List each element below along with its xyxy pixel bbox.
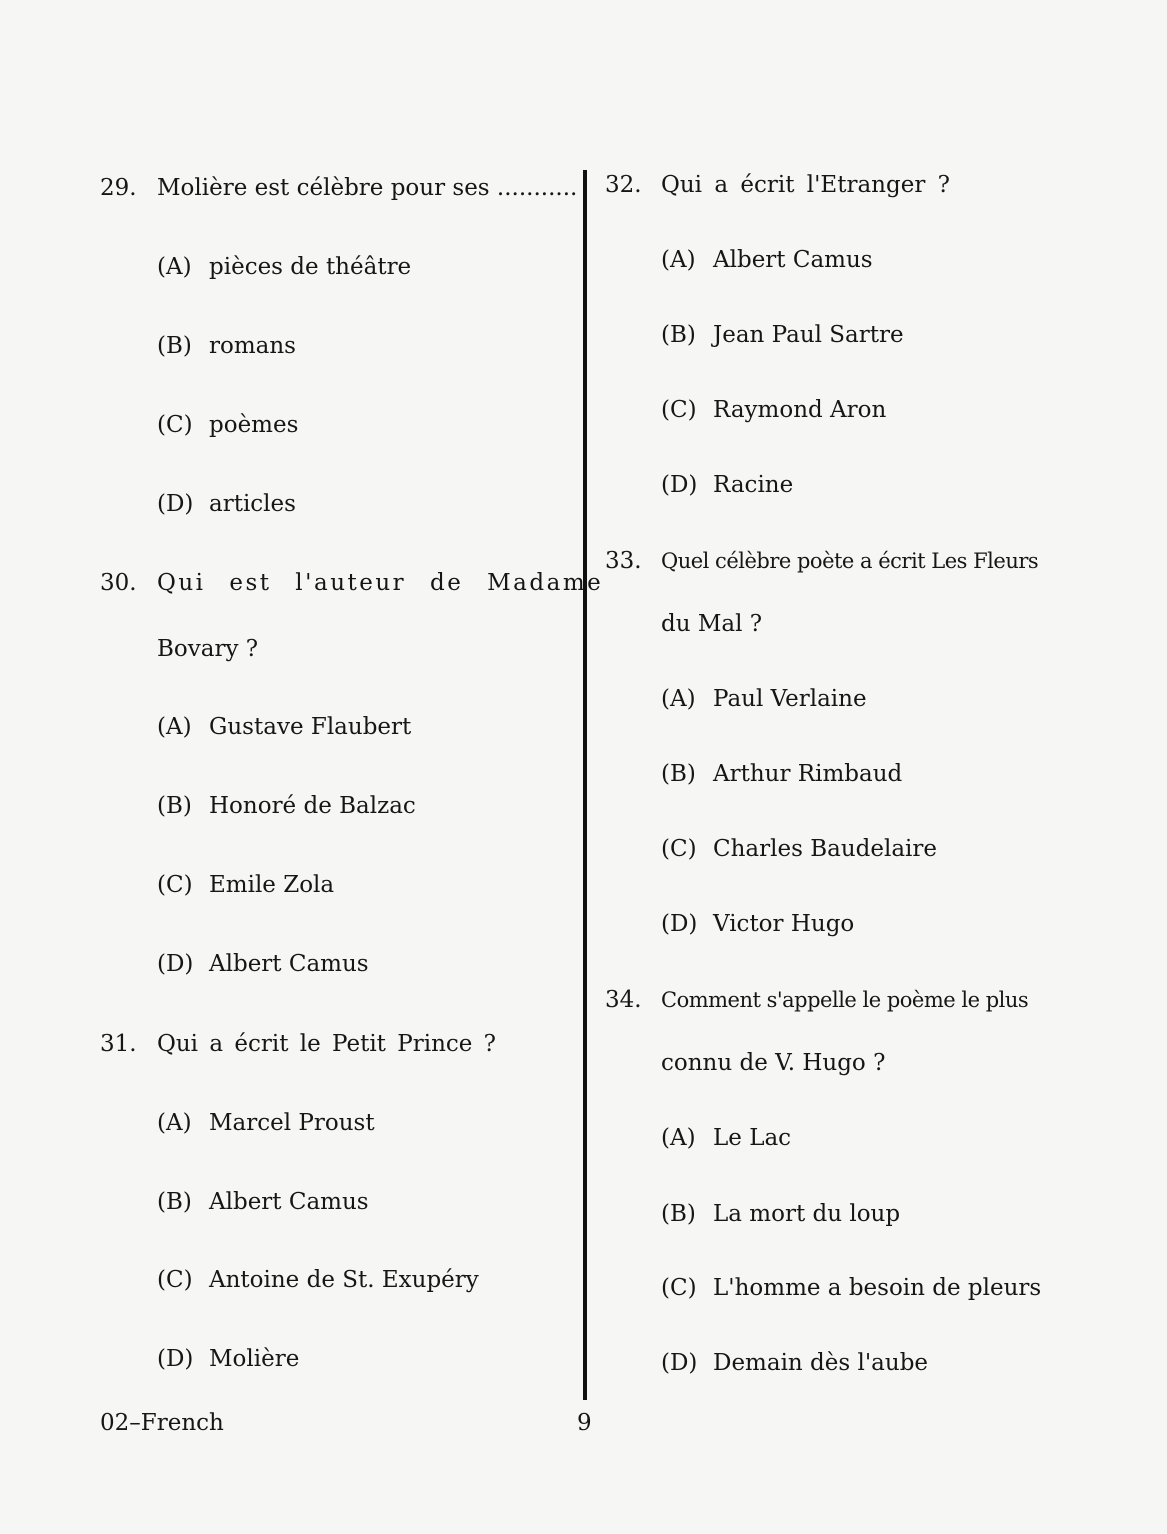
option-30-c [157,871,334,899]
option-letter: (B) [157,333,192,359]
question-number: 34. [605,987,642,1013]
question-34-line-2: connu de V. Hugo ? [661,1050,886,1076]
option-34-a [661,1124,791,1152]
option-32-a [661,246,873,274]
question-30-line-2: Bovary ? [157,636,259,662]
question-number: 29. [100,175,137,201]
option-letter: (C) [661,1275,697,1301]
option-letter: (C) [661,836,697,862]
option-letter: (C) [157,872,193,898]
option-33-b [661,760,902,788]
option-letter: (D) [157,951,194,977]
option-text: Antoine de St. Exupéry [209,1267,479,1293]
option-text: Marcel Proust [209,1110,375,1136]
option-31-a [157,1109,375,1137]
option-text: Albert Camus [209,1189,369,1215]
question-text: Qui est l'auteur de Madame [157,570,604,596]
option-letter: (A) [157,254,192,280]
option-text: Jean Paul Sartre [713,322,904,348]
option-letter: (B) [157,793,192,819]
option-33-a [661,685,867,713]
option-letter: (A) [157,714,192,740]
option-text: Charles Baudelaire [713,836,937,862]
option-30-b [157,792,416,820]
option-letter: (D) [157,1346,194,1372]
question-text: Quel célèbre poète a écrit Les Fleurs [661,549,1039,573]
option-31-c [157,1266,479,1294]
option-text: Le Lac [713,1125,792,1151]
option-letter: (D) [661,472,698,498]
question-33-line-2: du Mal ? [661,611,763,637]
option-31-b [157,1188,369,1216]
option-letter: (D) [661,1350,698,1376]
option-text: Raymond Aron [713,397,887,423]
option-text: L'homme a besoin de pleurs [713,1275,1042,1301]
option-29-b [157,332,296,360]
option-29-a [157,253,411,281]
option-text: Victor Hugo [713,911,855,937]
question-text: Molière est célèbre pour ses ........... [157,175,578,201]
question-text: Comment s'appelle le poème le plus [661,988,1029,1012]
option-text: Gustave Flaubert [209,714,412,740]
option-33-c [661,835,937,863]
option-letter: (A) [157,1110,192,1136]
option-32-c [661,396,886,424]
option-letter: (D) [661,911,698,937]
option-text: Albert Camus [209,951,369,977]
option-text: Arthur Rimbaud [713,761,903,787]
option-32-d [661,471,793,499]
option-29-c [157,411,298,439]
option-letter: (C) [157,412,193,438]
option-34-b [661,1200,900,1228]
option-text: pièces de théâtre [209,254,412,280]
option-letter: (B) [157,1189,192,1215]
option-text: Emile Zola [209,872,335,898]
question-number: 32. [605,172,642,198]
option-text: Demain dès l'aube [713,1350,929,1376]
option-letter: (C) [661,397,697,423]
column-divider [583,170,587,1400]
option-34-d [661,1349,928,1377]
option-letter: (B) [661,1201,696,1227]
option-29-d [157,490,296,518]
option-31-d [157,1345,299,1373]
option-text: La mort du loup [713,1201,901,1227]
option-text: poèmes [209,412,299,438]
option-text: articles [209,491,296,517]
option-34-c [661,1274,1041,1302]
question-number: 30. [100,570,137,596]
question-text: Qui a écrit le Petit Prince ? [157,1031,497,1057]
option-text: Molière [209,1346,300,1372]
option-33-d [661,910,854,938]
option-letter: (C) [157,1267,193,1293]
option-letter: (A) [661,1125,696,1151]
option-30-a [157,713,411,741]
option-text: Albert Camus [713,247,873,273]
question-text: Qui a écrit l'Etranger ? [661,172,950,198]
option-text: romans [209,333,296,359]
option-32-b [661,321,904,349]
option-text: Honoré de Balzac [209,793,416,819]
option-letter: (A) [661,686,696,712]
option-letter: (B) [661,322,696,348]
option-letter: (B) [661,761,696,787]
page-number: 9 [577,1410,592,1436]
option-text: Paul Verlaine [713,686,867,712]
option-text: Racine [713,472,794,498]
question-number: 33. [605,548,642,574]
footer-label: 02–French [100,1410,224,1436]
option-30-d [157,950,369,978]
question-number: 31. [100,1031,137,1057]
option-letter: (A) [661,247,696,273]
option-letter: (D) [157,491,194,517]
